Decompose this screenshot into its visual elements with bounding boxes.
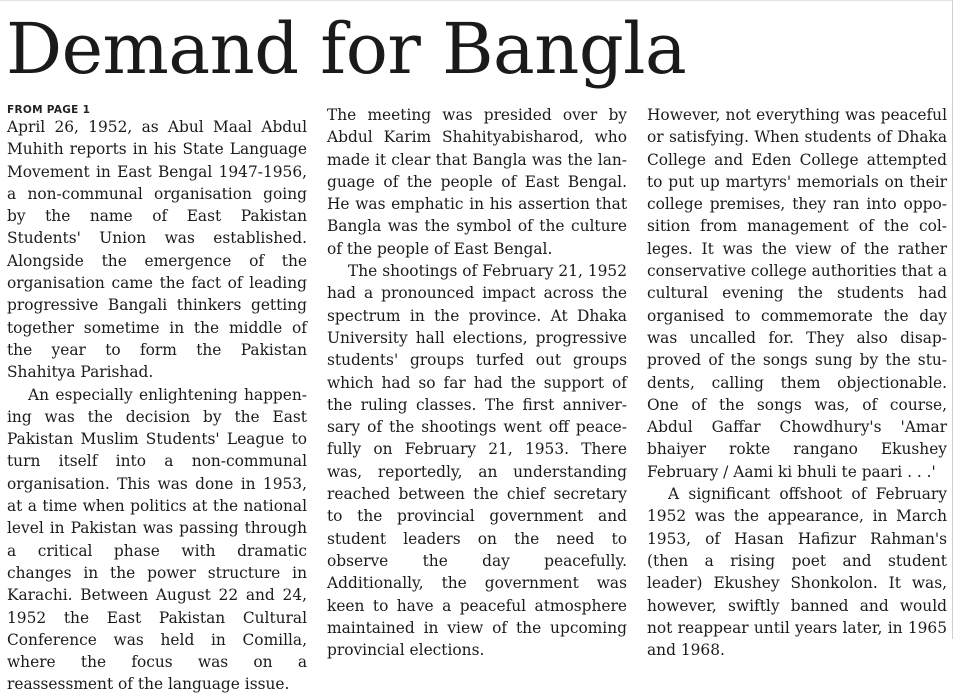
continuation-kicker: FROM PAGE 1 xyxy=(7,104,91,116)
article-column-3 xyxy=(647,104,947,661)
article-column-2 xyxy=(327,104,627,661)
paragraph: The meeting was presided over by Abdul Karim Shahityabisharod, who made it clear that Bangla was the language of the people of East Bengal. He was emphatic in his assertion that Bangla was the symbol of the culture of the people of East Bengal. xyxy=(327,106,627,258)
paragraph: An especially enlightening happening was the decision by the East Pakistan Muslim Students' League to turn itself into a non-communal organisation. This was done in 1953, at a time when politics at the national level in Pakistan was passing through a critical phase with dramatic changes in the power structure in Karachi. Between August 22 and 24, 1952 the East Pakistan Cultural Conference was held in Comilla, where the focus was on a reassessment of the language issue. xyxy=(7,385,307,694)
headline: Demand for Bangla xyxy=(6,8,687,90)
paragraph: April 26, 1952, as Abul Maal Abdul Muhith reports in his State Language Movement in East Bengal 1947-1956, a non-communal organisation going by the name of East Pakistan Students' Union was established. Alongside the emergence of the organisation came the fact of leading progressive Bangali thinkers getting together sometime in the middle of the year to form the Pakistan Shahitya Parishad. xyxy=(7,118,307,382)
paragraph: However, not everything was peaceful or satisfying. When students of Dhaka College and Eden College attempted to put up martyrs' memorials on their college premises, they ran into opposition from management of the colleges. It was the view of the rather conservative college authorities that a cultural evening the students had organised to commemorate the day was uncalled for. They also disapproved of the songs sung by the students, calling them objectionable. One of the songs was, of course, Abdul Gaffar Chowdhury's 'Amar bhaiyer rokte rangano Ekushey February / Aami ki bhuli te paari . . .' xyxy=(647,106,947,481)
paragraph: The shootings of February 21, 1952 had a pronounced impact across the spectrum in the province. At Dhaka University hall elections, progressive students' groups turfed out groups which had so far had the support of the ruling classes. The first anniversary of the shootings went off peacefully on February 21, 1953. There was, reportedly, an understanding reached between the chief secretary to the provincial government and student leaders on the need to observe the day peacefully. Additionally, the government was keen to have a peaceful atmosphere maintained in view of the upcoming provincial elections. xyxy=(327,262,627,660)
article-column-1 xyxy=(7,104,307,696)
paragraph: A significant offshoot of February 1952 was the appearance, in March 1953, of Hasan Hafizur Rahman's (then a rising poet and student leader) Ekushey Shonkolon. It was, however, swiftly banned and would not reappear until years later, in 1965 and 1968. xyxy=(647,485,947,660)
